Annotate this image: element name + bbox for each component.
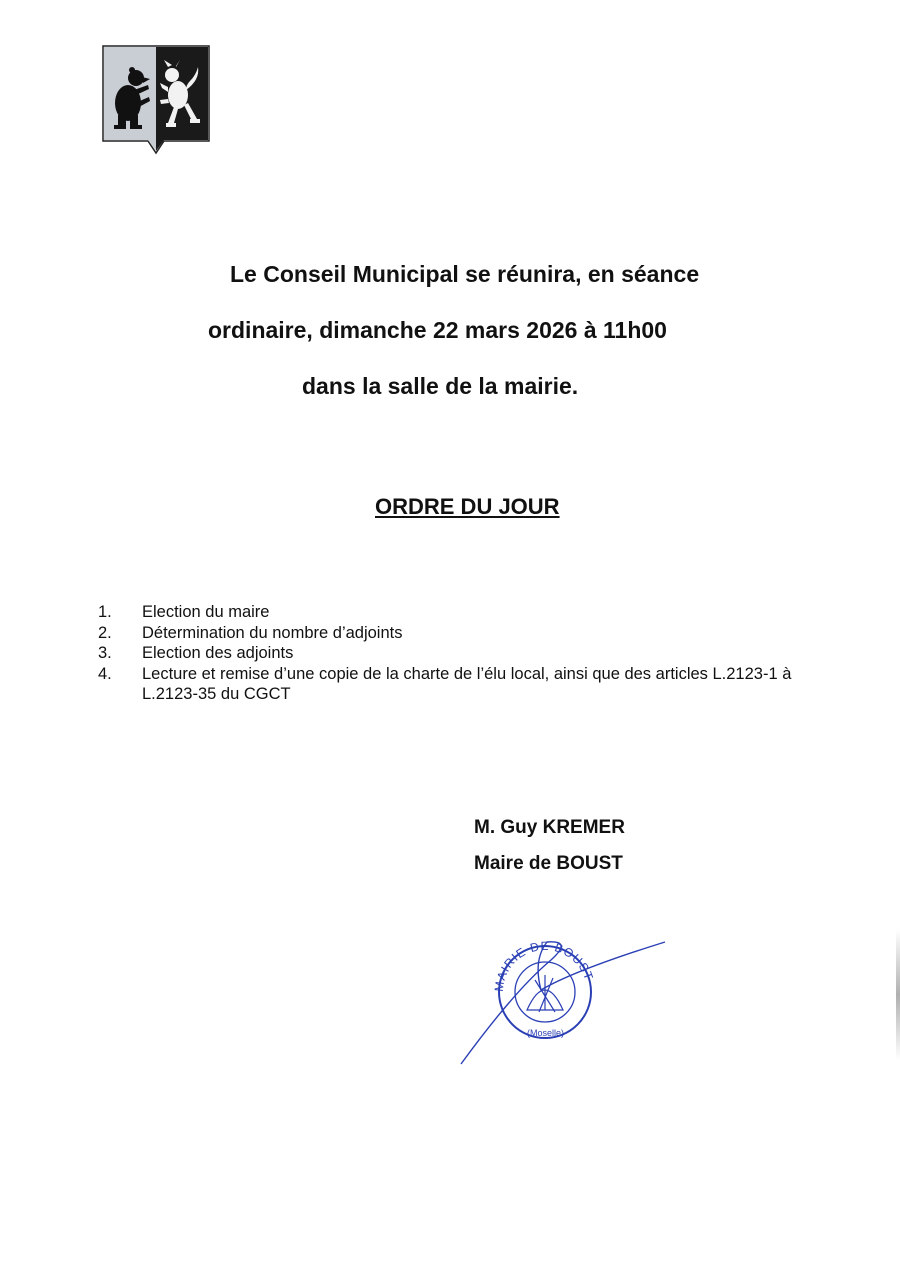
agenda-title: ORDRE DU JOUR <box>375 494 560 519</box>
stamp-top-text: MAIRIE DE BOUST <box>491 938 597 993</box>
coat-of-arms-icon <box>102 45 210 157</box>
announcement-line-2: ordinaire, dimanche 22 mars 2026 à 11h00 <box>208 317 667 343</box>
announcement-line-1: Le Conseil Municipal se réunira, en séance <box>230 261 700 287</box>
signatory-name: M. Guy KREMER <box>474 817 625 838</box>
announcement-line-3: dans la salle de la mairie. <box>302 373 579 399</box>
agenda-item <box>98 623 848 644</box>
agenda-item <box>98 602 848 623</box>
signatory-title: Maire de BOUST <box>474 853 623 874</box>
agenda-list <box>98 602 848 705</box>
agenda-item-text: Election des adjoints <box>142 644 294 662</box>
agenda-item-number: 4. <box>98 664 112 683</box>
stamp-bottom-text: (Moselle) <box>527 1028 565 1038</box>
agenda-item-text: Détermination du nombre d’adjoints <box>142 623 403 642</box>
agenda-item <box>98 643 848 664</box>
agenda-item-number: 3. <box>98 644 112 662</box>
agenda-item-text: Election du maire <box>142 603 270 621</box>
scan-edge <box>896 930 900 1060</box>
agenda-item-number: 1. <box>98 603 112 621</box>
agenda-item <box>98 664 848 705</box>
mairie-stamp-signature-icon <box>455 930 675 1070</box>
agenda-item-number: 2. <box>98 623 112 642</box>
agenda-item-text: Lecture et remise d’une copie de la charte de l’élu local, ainsi que des articles L.2123-1 à L.2123-35 du CGCT <box>142 664 792 703</box>
